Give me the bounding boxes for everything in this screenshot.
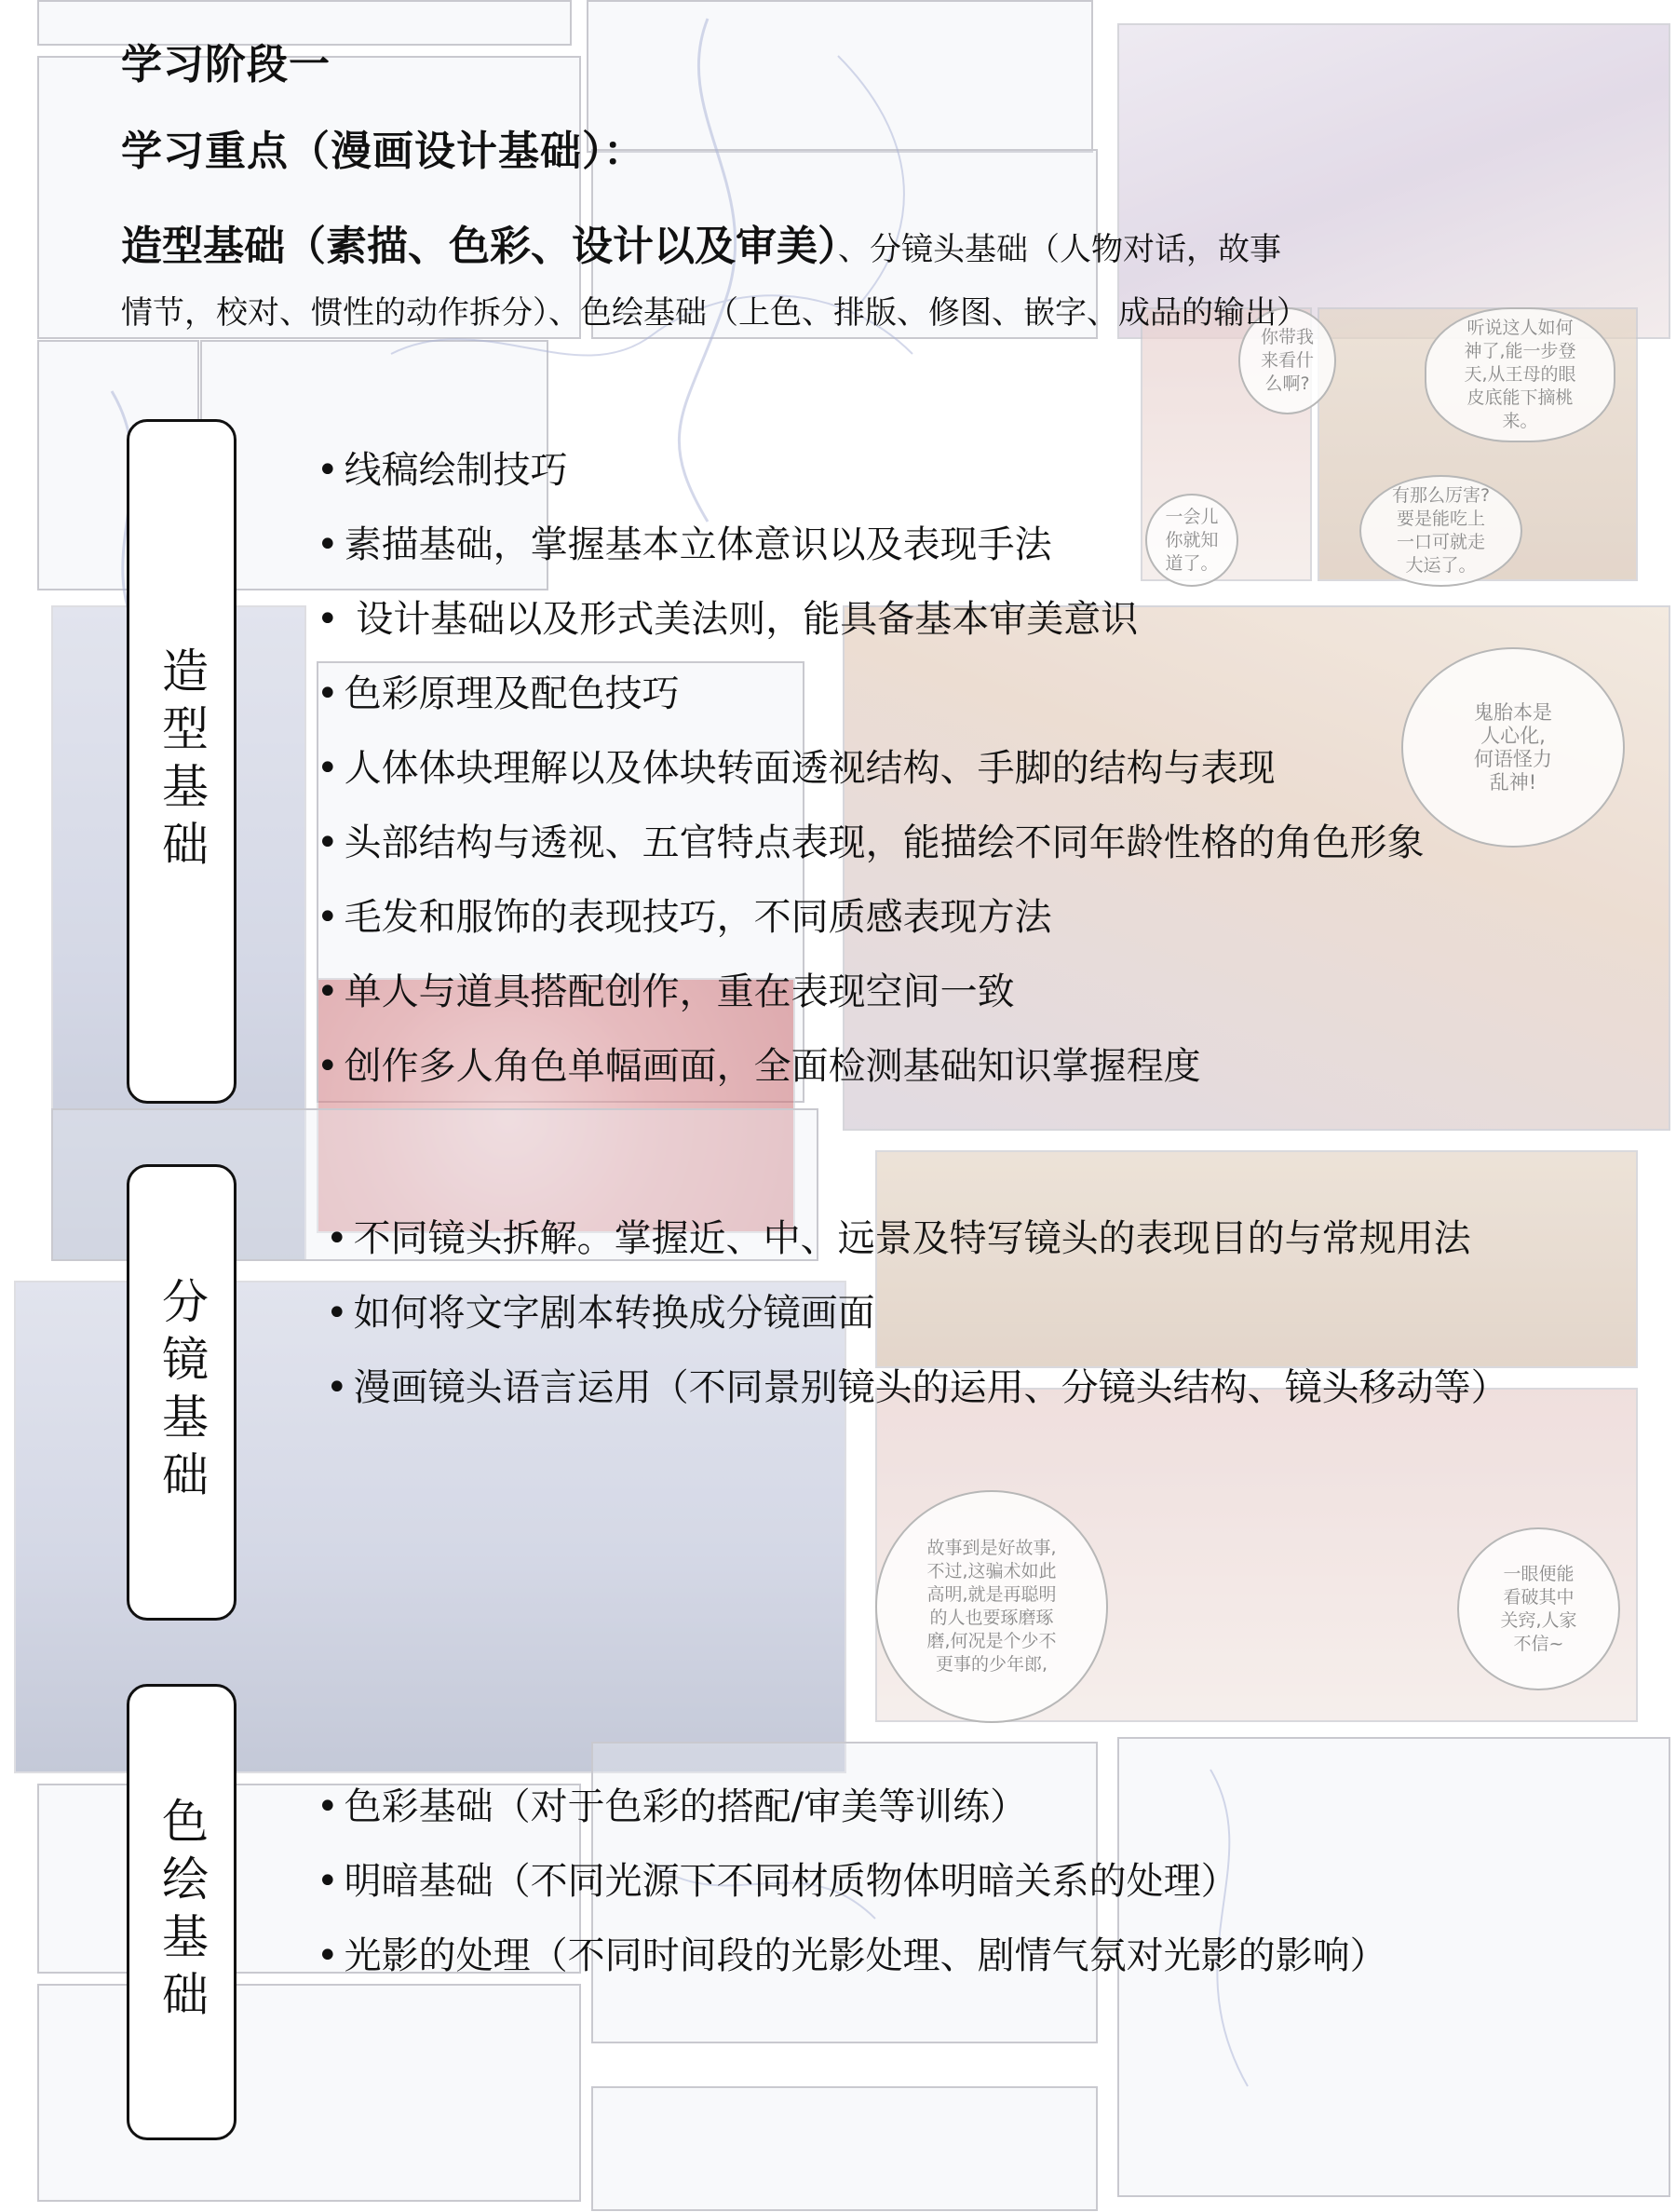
storyboard-bullet-list bbox=[317, 1201, 1546, 1425]
speech-bubble: 一眼便能 看破其中 关窍,人家 不信~ bbox=[1457, 1527, 1620, 1690]
section-label-coloring bbox=[127, 1684, 237, 2140]
list-item: • 毛发和服饰的表现技巧，不同质感表现方法 bbox=[317, 880, 1425, 955]
list-item: • 头部结构与透视、五官特点表现，能描绘不同年龄性格的角色形象 bbox=[317, 806, 1425, 880]
speech-bubble: 一会儿 你就知 道了。 bbox=[1145, 494, 1238, 587]
list-item: • 单人与道具搭配创作，重在表现空间一致 bbox=[317, 955, 1425, 1029]
coloring-bullet-list bbox=[317, 1770, 1387, 1993]
speech-bubble: 鬼胎本是 人心化, 何语怪力 乱神! bbox=[1401, 647, 1625, 848]
focus-line-1 bbox=[121, 212, 1281, 272]
list-item: • 线稿绘制技巧 bbox=[317, 433, 1425, 508]
focus-title: 学习重点（漫画设计基础）： bbox=[121, 128, 645, 175]
list-item: • 色彩原理及配色技巧 bbox=[317, 657, 1425, 731]
section-label-text: 色绘基础 bbox=[155, 1797, 209, 2028]
focus-line-2: 情节，校对、惯性的动作拆分）、色绘基础（上色、排版、修图、嵌字、成品的输出） bbox=[121, 294, 1308, 332]
section-label-text: 造型基础 bbox=[155, 645, 209, 877]
speech-bubble: 你带我 来看什 么啊? bbox=[1238, 307, 1336, 414]
speech-bubble: 故事到是好故事, 不过,这骗术如此 高明,就是再聪明 的人也要琢磨琢 磨,何况是个少不 更事的少年郎, bbox=[875, 1490, 1108, 1723]
stage-title: 学习阶段一 bbox=[121, 41, 331, 88]
list-item: • 创作多人角色单幅画面，全面检测基础知识掌握程度 bbox=[317, 1029, 1425, 1104]
list-item: • 色彩基础（对于色彩的搭配/审美等训练） bbox=[317, 1770, 1387, 1844]
list-item: • 如何将文字剧本转换成分镜画面 bbox=[317, 1276, 1546, 1350]
list-item: • 明暗基础（不同光源下不同材质物体明暗关系的处理） bbox=[317, 1844, 1387, 1919]
section-label-storyboard bbox=[127, 1164, 237, 1621]
speech-bubble: 听说这人如何 神了,能一步登 天,从王母的眼 皮底能下摘桃 来。 bbox=[1425, 307, 1615, 442]
section-label-text: 分镜基础 bbox=[155, 1277, 209, 1508]
focus-main: 造型基础（素描、色彩、设计以及审美） bbox=[121, 223, 838, 270]
list-item: • 素描基础，掌握基本立体意识以及表现手法 bbox=[317, 508, 1425, 582]
list-item: • 设计基础以及形式美法则，能具备基本审美意识 bbox=[317, 582, 1425, 657]
list-item: • 不同镜头拆解。掌握近、中、远景及特写镜头的表现目的与常规用法 bbox=[317, 1201, 1546, 1276]
focus-rest: 、分镜头基础（人物对话，故事 bbox=[838, 231, 1281, 268]
list-item: • 光影的处理（不同时间段的光影处理、剧情气氛对光影的影响） bbox=[317, 1919, 1387, 1993]
speech-bubble: 有那么厉害? 要是能吃上 一口可就走 大运了。 bbox=[1359, 475, 1522, 587]
section-label-modeling bbox=[127, 419, 237, 1104]
modeling-bullet-list bbox=[317, 433, 1425, 1104]
list-item: • 人体体块理解以及体块转面透视结构、手脚的结构与表现 bbox=[317, 731, 1425, 806]
list-item: • 漫画镜头语言运用（不同景别镜头的运用、分镜头结构、镜头移动等） bbox=[317, 1350, 1546, 1425]
